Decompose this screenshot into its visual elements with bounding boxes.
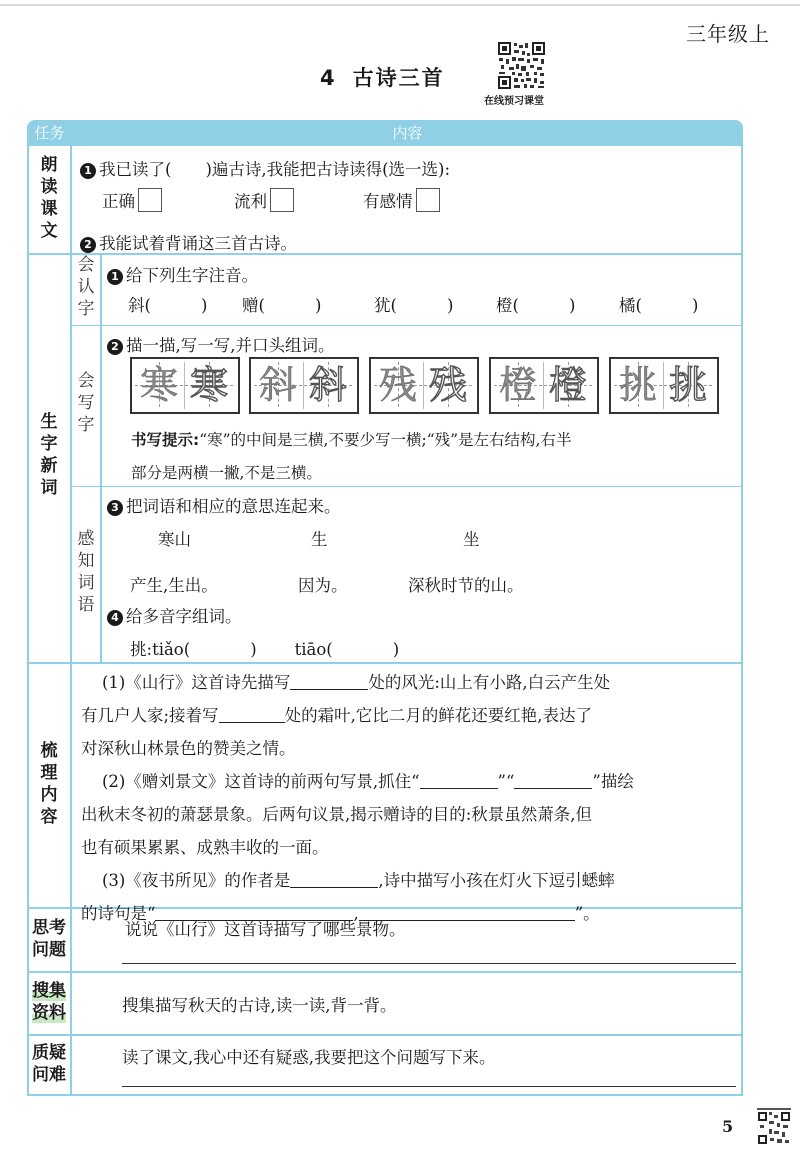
label-read-aloud: 朗读课文 (40, 155, 58, 241)
fill-blank[interactable] (420, 772, 498, 789)
header-task: 任务 (27, 120, 72, 146)
tracing-tile[interactable] (489, 357, 599, 414)
pinyin-blank-5[interactable] (619, 292, 698, 316)
label-question: 质疑问难 (32, 1043, 66, 1085)
think-prompt: 说说《山行》这首诗描写了哪些景物。 (125, 920, 406, 939)
label-write: 会写字 (77, 371, 95, 435)
line (81, 831, 715, 864)
tracing-char: 挑 (618, 363, 657, 407)
option-label: 正确 (102, 192, 135, 211)
tracing-char: 残 (428, 363, 467, 407)
read-option-1 (102, 188, 162, 212)
recognize-question-text: 给下列生字注音。 (126, 266, 258, 285)
paren: ) (392, 640, 400, 659)
fill-blank[interactable] (290, 871, 378, 888)
text: 有几户人家;接着写 (81, 706, 219, 725)
text: ,诗中描写小孩在灯火下逗引蟋蟀 (378, 871, 615, 890)
number-badge: 2 (107, 339, 123, 355)
read-option-2 (234, 188, 294, 212)
tracing-char: 斜 (308, 363, 347, 407)
tracing-tile[interactable] (369, 357, 479, 414)
perceive-q4 (107, 603, 242, 627)
line (81, 666, 715, 699)
line (81, 732, 715, 765)
line (81, 798, 715, 831)
writing-tip (131, 428, 571, 450)
number-badge: 3 (107, 500, 123, 516)
label-sort-content: 梳理内容 (40, 741, 58, 827)
tracing-tile[interactable] (130, 357, 240, 414)
match-word-3[interactable]: 坐 (463, 530, 480, 549)
pinyin-blank-4[interactable] (496, 292, 575, 316)
frame-right (741, 146, 743, 1096)
sub-divider (70, 486, 742, 487)
text: , (353, 904, 359, 923)
line (81, 765, 715, 798)
read-q1-suffix: )遍古诗,我能把古诗读得(选一选): (205, 160, 451, 179)
option-checkbox[interactable] (138, 188, 162, 212)
tracing-char: 残 (378, 363, 417, 407)
paren: ) (691, 296, 699, 315)
text: (1)《山行》这首诗先描写 (101, 673, 291, 692)
sub-column-divider (100, 253, 102, 662)
divider (27, 662, 743, 664)
text: 的诗句是“ (81, 904, 156, 923)
fill-blank[interactable] (290, 673, 368, 690)
number-badge: 1 (107, 269, 123, 285)
text: 也有硕果累累、成熟丰收的一面。 (81, 838, 329, 857)
tracing-char: 寒 (139, 363, 178, 407)
char-label: 犹( (374, 296, 397, 315)
pinyin-blank-2[interactable] (242, 292, 321, 316)
tracing-char: 寒 (189, 363, 228, 407)
qr-code-icon[interactable] (497, 41, 546, 90)
option-label: 流利 (234, 192, 267, 211)
perceive-q4-text: 给多音字组词。 (126, 607, 242, 626)
answer-line[interactable] (122, 1086, 736, 1087)
tracing-tile[interactable] (249, 357, 359, 414)
text: ”描绘 (592, 772, 634, 791)
top-rule (0, 4, 800, 6)
text: 处的风光:山上有小路,白云产生处 (368, 673, 611, 692)
reading-1: tiǎo( (152, 640, 191, 659)
option-checkbox[interactable] (416, 188, 440, 212)
line (81, 864, 715, 897)
tip-label: 书写提示: (131, 431, 200, 449)
frame-left (27, 146, 29, 1096)
tracing-char: 橙 (498, 363, 537, 407)
paren: ) (250, 640, 257, 659)
tracing-char: 橙 (548, 363, 587, 407)
char-label: 斜( (128, 296, 151, 315)
match-word-2[interactable]: 生 (311, 530, 328, 549)
char-label: 橙( (496, 296, 519, 315)
answer-line[interactable] (122, 963, 736, 964)
read-option-3 (363, 188, 440, 212)
grade-label: 三年级上 (686, 22, 770, 46)
label-perceive: 感知词语 (77, 529, 95, 615)
read-q1 (80, 156, 450, 180)
paren: ) (200, 296, 208, 315)
divider (27, 1034, 743, 1036)
write-question-text: 描一描,写一写,并口头组词。 (126, 336, 335, 355)
read-q1-prefix: 我已读了( (99, 160, 172, 179)
tracing-char: 斜 (258, 363, 297, 407)
option-checkbox[interactable] (270, 188, 294, 212)
paren: ) (568, 296, 576, 315)
tracing-tile[interactable] (609, 357, 719, 414)
pinyin-blank-3[interactable] (374, 292, 453, 316)
small-qr-icon[interactable] (757, 1108, 791, 1146)
lesson-number: 4 (320, 66, 337, 90)
paren: ) (446, 296, 454, 315)
char-label: 橘( (619, 296, 642, 315)
tracing-char: 挑 (668, 363, 707, 407)
lesson-title-text: 古诗三首 (352, 66, 445, 90)
label-think: 思考问题 (32, 918, 66, 960)
pinyin-blank-1[interactable] (128, 292, 207, 316)
page-number: 5 (722, 1117, 734, 1136)
column-divider (70, 146, 72, 1096)
writing-tip-line-2: 部分是两横一撇,不是三横。 (131, 464, 322, 482)
match-meaning-1[interactable]: 产生,生出。 (130, 576, 218, 595)
sub-divider (70, 325, 742, 326)
sort-paragraph-1 (81, 666, 715, 930)
text: 对深秋山林景色的赞美之情。 (81, 739, 296, 758)
text: 出秋末冬初的萧瑟景象。后两句议景,揭示赠诗的目的:秋景虽然萧条,但 (81, 805, 593, 824)
match-word-1[interactable]: 寒山 (158, 530, 191, 549)
label-recognize: 会认字 (77, 255, 95, 319)
polyphone-line (130, 636, 399, 660)
paren: ) (314, 296, 322, 315)
match-meaning-2[interactable]: 因为。 (298, 576, 348, 595)
question-prompt: 读了课文,我心中还有疑惑,我要把这个问题写下来。 (122, 1048, 496, 1067)
read-q2-text: 我能试着背诵这三首古诗。 (99, 234, 297, 253)
number-badge: 2 (80, 237, 96, 253)
divider (27, 971, 743, 973)
line (81, 699, 715, 732)
label-collect-text: 搜集资料 (32, 981, 66, 1023)
lesson-title (320, 62, 445, 92)
tip-line-1: “寒”的中间是三横,不要少写一横;“残”是左右结构,右半 (199, 431, 572, 449)
perceive-q3 (107, 493, 341, 517)
text: 处的霜叶,它比二月的鲜花还要红艳,表达了 (284, 706, 593, 725)
collect-prompt: 搜集描写秋天的古诗,读一读,背一背。 (122, 996, 397, 1015)
poly-char: 挑: (130, 640, 153, 659)
label-new-words: 生字新词 (40, 412, 58, 498)
read-q2 (80, 230, 297, 254)
text: (3)《夜书所见》的作者是 (101, 871, 291, 890)
fill-blank[interactable] (219, 706, 285, 723)
number-badge: 1 (80, 163, 96, 179)
header-content: 内容 (72, 120, 743, 146)
frame-bottom (27, 1094, 743, 1096)
match-meaning-3[interactable]: 深秋时节的山。 (408, 576, 524, 595)
qr-label: 在线预习课堂 (484, 96, 544, 107)
write-question (107, 332, 335, 356)
text: ”。 (574, 904, 600, 923)
fill-blank[interactable] (514, 772, 592, 789)
option-label: 有感情 (363, 192, 413, 211)
char-label: 赠( (242, 296, 265, 315)
text: (2)《赠刘景文》这首诗的前两句写景,抓住“ (101, 772, 420, 791)
reading-2: tiāo( (294, 640, 333, 659)
perceive-q3-text: 把词语和相应的意思连起来。 (126, 497, 341, 516)
text: ”“ (497, 772, 515, 791)
recognize-question (107, 262, 258, 286)
label-collect (31, 980, 67, 1024)
number-badge: 4 (107, 610, 123, 626)
